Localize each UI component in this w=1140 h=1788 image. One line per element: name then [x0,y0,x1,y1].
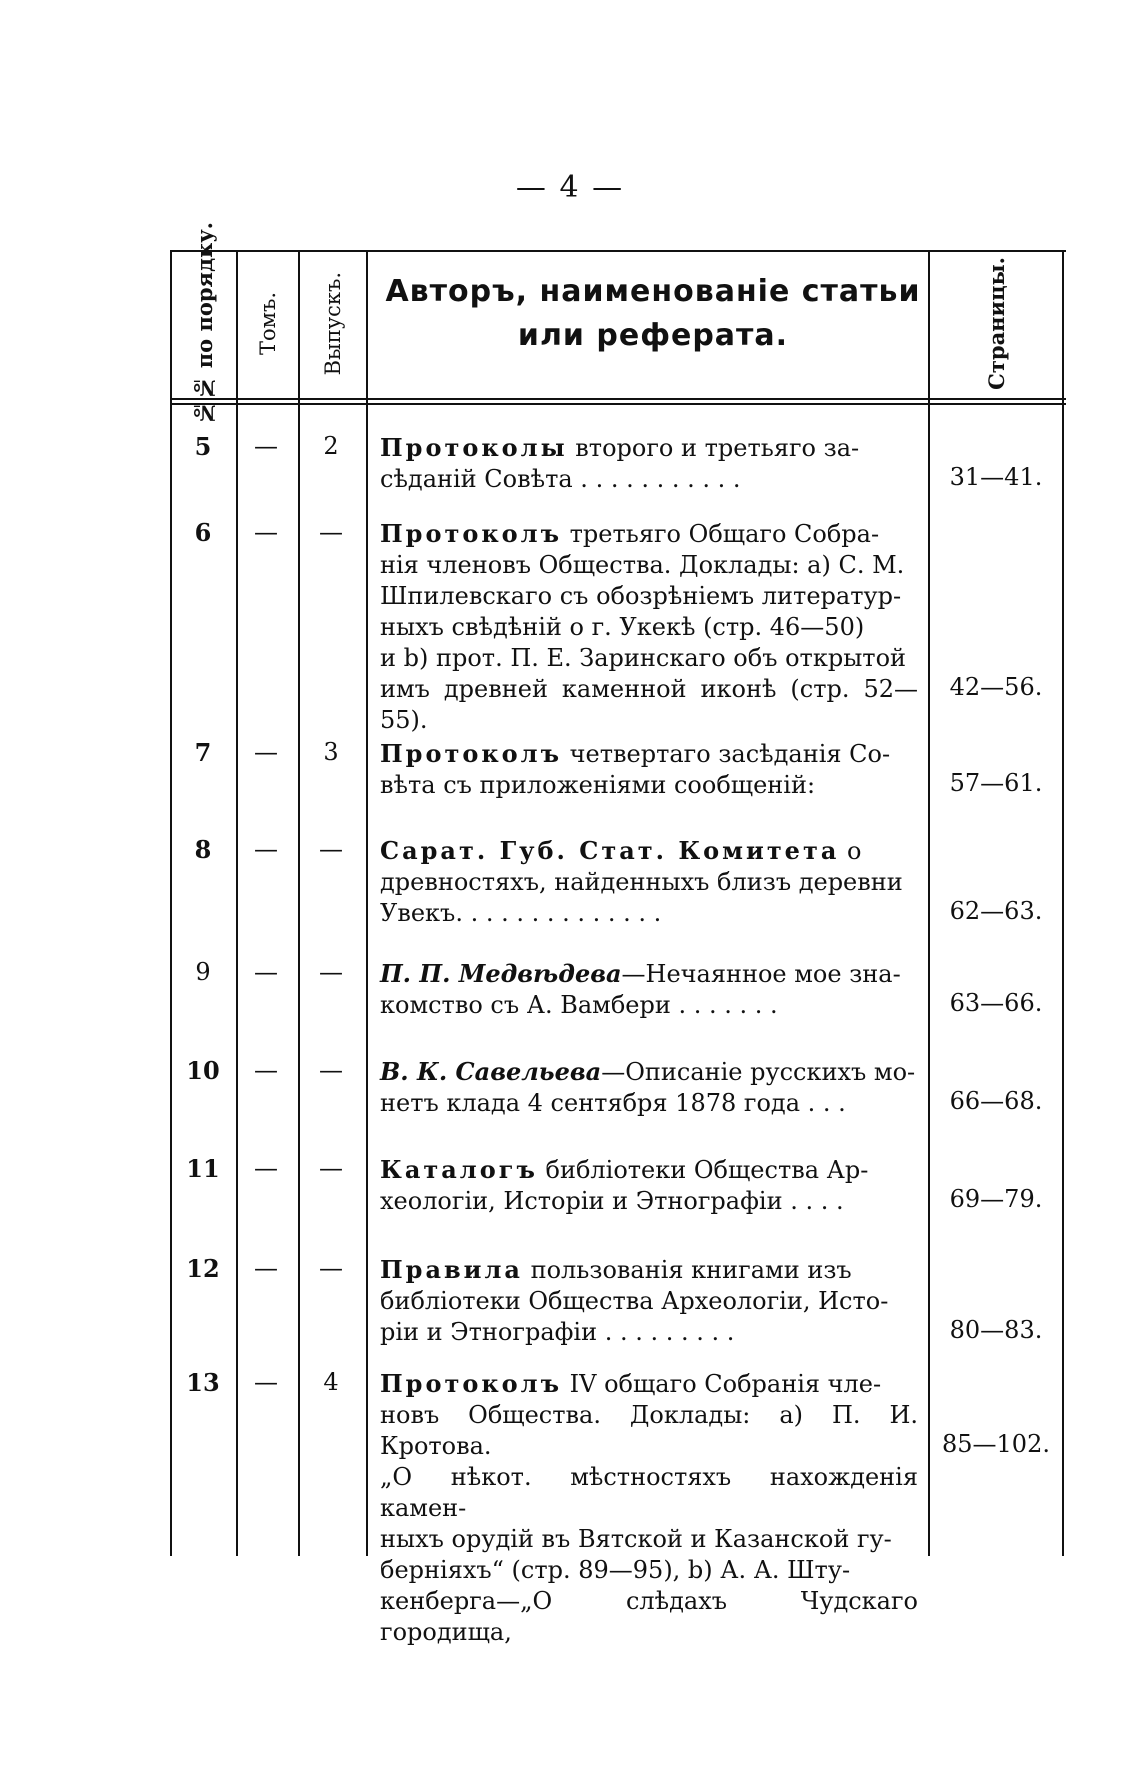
header-num: №№ по порядку. [191,221,217,426]
row-title: Каталогъ библіотеки Общества Ар- хеологіи, Исторіи и Этнографіи . . . . [380,1155,869,1215]
row-title: Протоколъ третьяго Общаго Собра- нія членовъ Общества. Доклады: а) С. М. Шпилевскаго съ обозрѣніемъ литератур- ныхъ свѣдѣній о г. Укекѣ (стр. 46—50) и b) прот. П. Е. Заринскаго объ открытой имъ древней каменной иконѣ (стр. 52—55). [380,519,918,734]
row-vypusk: — [319,1056,343,1084]
row-tom: — [254,1154,278,1182]
row-tom: — [254,835,278,863]
row-tom: — [254,958,278,986]
row-vypusk: — [319,1254,343,1282]
row-number: 13 [186,1368,220,1397]
row-number: 12 [186,1254,220,1283]
row-pages: 57—61. [949,769,1043,797]
row-pages: 69—79. [949,1185,1043,1213]
row-pages: 66—68. [949,1087,1043,1115]
row-pages: 63—66. [949,989,1043,1017]
row-title: Правила пользованія книгами изъ библіотеки Общества Археологіи, Исто- ріи и Этнографіи . . . . . . . . . [380,1255,889,1346]
row-tom: — [254,1368,278,1396]
row-vypusk: — [319,518,343,546]
row-vypusk: 3 [323,738,339,766]
header-vypusk: Выпускъ. [321,271,345,376]
row-tom: — [254,738,278,766]
col-divider-vyp [366,250,368,1556]
header-pages: Страницы. [983,257,1009,390]
row-title: Сарат. Губ. Стат. Комитета о древностяхъ, найденныхъ близъ деревни Увекъ. . . . . . . . . . . . . . [380,836,903,927]
row-number: 8 [194,835,212,864]
row-tom: — [254,432,278,460]
row-vypusk: — [319,835,343,863]
contents-table [170,221,1066,1646]
row-pages: 80—83. [949,1316,1043,1344]
header-title: Авторъ, наименованіе статьи или реферата. [385,274,921,353]
row-tom: — [254,1254,278,1282]
row-title: Протоколы второго и третьяго за- сѣданій Совѣта . . . . . . . . . . . [380,433,860,493]
row-number: 7 [194,738,212,767]
row-pages: 62—63. [949,897,1043,925]
row-number: 6 [194,518,212,547]
header-rule-double [170,403,1066,405]
row-title: П. П. Медвѣдева—Нечаянное мое зна- комство съ А. Вамбери . . . . . . . [380,959,901,1019]
row-pages: 85—102. [942,1430,1050,1458]
header-rule [170,398,1066,400]
row-tom: — [254,518,278,546]
row-number: 10 [186,1056,220,1085]
row-number: 5 [194,432,212,461]
row-vypusk: — [319,958,343,986]
row-title: В. К. Савельева—Описаніе русскихъ мо- нетъ клада 4 сентября 1878 года . . . [380,1057,916,1117]
row-vypusk: — [319,1154,343,1182]
row-pages: 31—41. [949,463,1043,491]
row-number: 11 [186,1154,220,1183]
row-pages: 42—56. [949,673,1043,701]
table-top-rule [170,250,1066,252]
row-tom: — [254,1056,278,1084]
header-tom: Томъ. [256,291,280,356]
row-title: Протоколъ IV общаго Собранія чле- новъ Общества. Доклады: а) П. И. Кротова. „О нѣкот. мѣстностяхъ нахожденія камен- ныхъ орудій въ Вятской и Казанской гу- берніяхъ“ (стр. 89—95), b) А. А. Шту- кенберга—„О слѣдахъ Чудскаго городища, [380,1369,918,1646]
row-title: Протоколъ четвертаго засѣданія Со- вѣта съ приложеніями сообщеній: [380,739,891,799]
row-vypusk: 2 [323,432,339,460]
row-number: 9 [195,958,211,986]
row-vypusk: 4 [323,1368,339,1396]
page-number: — 4 — [515,170,625,205]
